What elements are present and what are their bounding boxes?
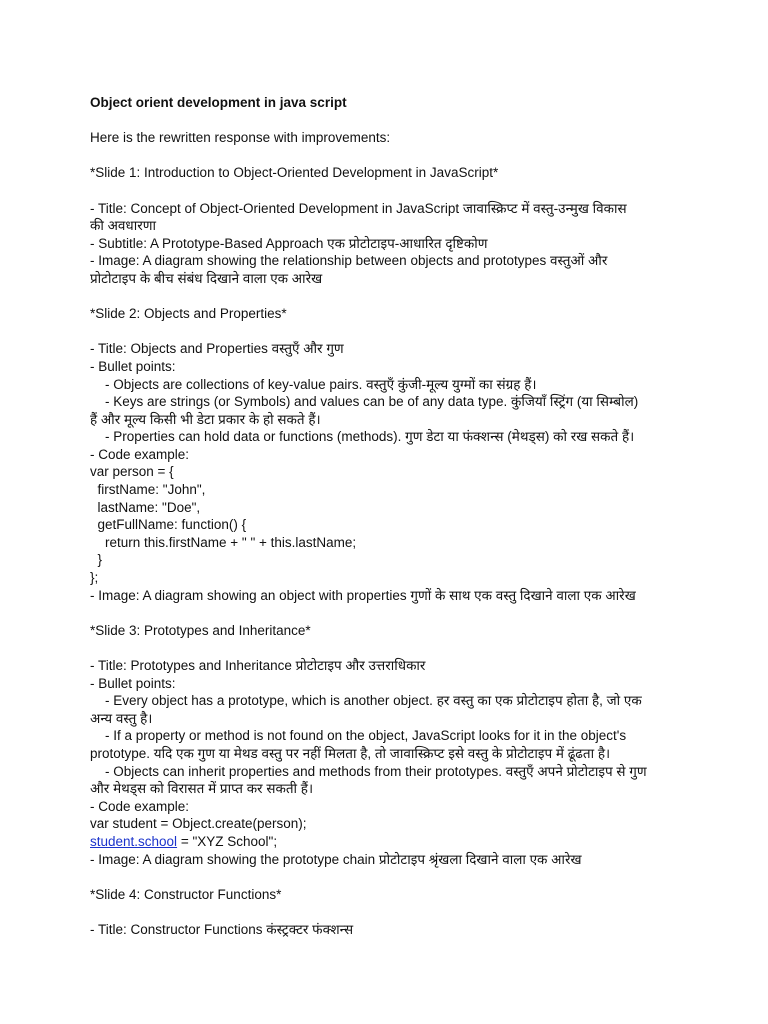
code-line-rest: = "XYZ School"; <box>177 833 278 849</box>
slide3-bullet-2-line-2: prototype. यदि एक गुण या मेथड वस्तु पर नहीं मिलता है, तो जावास्क्रिप्ट इसे वस्तु के प्रोटोटाइप में ढूंढता है। <box>90 745 611 761</box>
slide2-bullet-2-line-1: - Keys are strings (or Symbols) and values can be of any data type. कुंजियाँ स्ट्रिंग (या सिम्बोल) <box>90 394 639 410</box>
slide3-bullet-3-line-1: - Objects can inherit properties and methods from their prototypes. वस्तुएँ अपने प्रोटोटाइप से गुण <box>90 763 647 779</box>
spacer <box>90 147 680 165</box>
slide1-title-line-1: - Title: Concept of Object-Oriented Development in JavaScript जावास्क्रिप्ट में वस्तु-उन्मुख विकास <box>90 200 627 216</box>
spacer <box>90 639 680 657</box>
code-line: }; <box>90 570 99 586</box>
intro-text: Here is the rewritten response with improvements: <box>90 130 391 146</box>
code-line: var student = Object.create(person); <box>90 816 307 832</box>
slide3-image: - Image: A diagram showing the prototype chain प्रोटोटाइप श्रृंखला दिखाने वाला एक आरेख <box>90 851 582 867</box>
code-line: } <box>90 552 103 568</box>
slide3-bullet-2-line-1: - If a property or method is not found on the object, JavaScript looks for it in the object's <box>90 728 627 744</box>
slide3-bullet-1-line-1: - Every object has a prototype, which is another object. हर वस्तु का एक प्रोटोटाइप होता है, जो एक <box>90 693 642 709</box>
slide2-code-label: - Code example: <box>90 446 190 462</box>
spacer <box>90 323 680 341</box>
code-line: firstName: "John", <box>90 482 206 498</box>
slide3-heading: *Slide 3: Prototypes and Inheritance* <box>90 622 311 638</box>
slide3-bullet-1-line-2: अन्य वस्तु है। <box>90 710 153 726</box>
spacer <box>90 868 680 886</box>
slide3-code-label: - Code example: <box>90 798 190 814</box>
slide2-bullet-1: - Objects are collections of key-value pairs. वस्तुएँ कुंजी-मूल्य युग्मों का संग्रह हैं। <box>90 376 537 392</box>
slide2-bullet-3: - Properties can hold data or functions (methods). गुण डेटा या फंक्शन्स (मेथड्स) को रख सकते हैं। <box>90 429 635 445</box>
slide1-subtitle: - Subtitle: A Prototype-Based Approach एक प्रोटोटाइप-आधारित दृष्टिकोण <box>90 235 488 251</box>
slide3-bullet-3-line-2: और मेथड्स को विरासत में प्राप्त कर सकती हैं। <box>90 781 314 797</box>
slide1-image-line-1: - Image: A diagram showing the relationship between objects and prototypes वस्तुओं और <box>90 253 608 269</box>
spacer <box>90 112 680 130</box>
code-line <box>90 833 680 851</box>
code-line: var person = { <box>90 464 174 480</box>
slide1-title-line-2: की अवधारणा <box>90 218 157 234</box>
slide2-image: - Image: A diagram showing an object with properties गुणों के साथ एक वस्तु दिखाने वाला एक आरेख <box>90 587 636 603</box>
code-line: getFullName: function() { <box>90 517 247 533</box>
student-school-link[interactable]: student.school <box>90 833 178 849</box>
slide3-bullets-label: - Bullet points: <box>90 675 176 691</box>
slide2-heading: *Slide 2: Objects and Properties* <box>90 306 287 322</box>
code-line: lastName: "Doe", <box>90 499 201 515</box>
slide2-bullets-label: - Bullet points: <box>90 358 176 374</box>
document-body <box>90 94 680 939</box>
slide4-title: - Title: Constructor Functions कंस्ट्रक्टर फंक्शन्स <box>90 921 354 937</box>
code-line: return this.firstName + " " + this.lastName; <box>90 534 357 550</box>
slide2-bullet-2-line-2: हैं और मूल्य किसी भी डेटा प्रकार के हो सकते हैं। <box>90 411 321 427</box>
slide2-title: - Title: Objects and Properties वस्तुएँ और गुण <box>90 341 344 357</box>
slide3-title: - Title: Prototypes and Inheritance प्रोटोटाइप और उत्तराधिकार <box>90 658 426 673</box>
spacer <box>90 903 680 921</box>
document-title: Object orient development in java script <box>90 95 347 110</box>
spacer <box>90 182 680 200</box>
spacer <box>90 288 680 306</box>
slide1-image-line-2: प्रोटोटाइप के बीच संबंध दिखाने वाला एक आरेख <box>90 270 323 286</box>
slide4-heading: *Slide 4: Constructor Functions* <box>90 886 282 902</box>
spacer <box>90 604 680 622</box>
slide1-heading: *Slide 1: Introduction to Object-Oriented Development in JavaScript* <box>90 165 499 181</box>
